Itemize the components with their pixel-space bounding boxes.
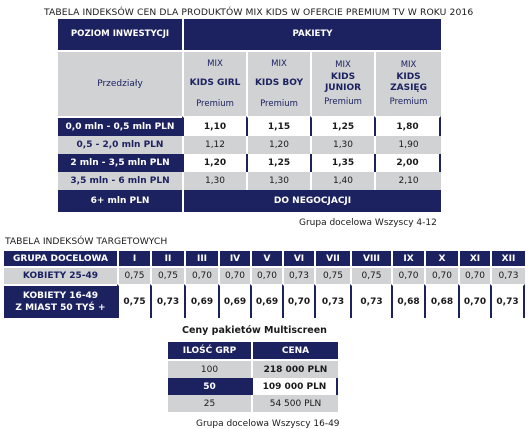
grp-value: 25 [168, 395, 251, 412]
range-label: 0,5 - 2,0 mln PLN [58, 136, 182, 154]
target-index-table [4, 251, 525, 318]
index-value: 0,75 [117, 266, 150, 284]
table-row [168, 378, 338, 395]
target-group-label: KOBIETY 16-49 Z MIAST 50 TYŚ + [4, 284, 117, 318]
index-value: 1,80 [374, 116, 441, 136]
index-value: 0,73 [490, 266, 525, 284]
index-value: 0,70 [458, 284, 490, 318]
index-value: 0,70 [218, 266, 250, 284]
table1-title: TABELA INDEKSÓW CEN DLA PRODUKTÓW MIX KIDS W OFERCIE PREMIUM TV W ROKU 2016 [44, 7, 474, 18]
header-grp-count: ILOŚĆ GRP [168, 342, 251, 359]
index-value: 1,12 [182, 136, 246, 154]
table-row [58, 116, 441, 136]
index-value: 0,70 [282, 284, 314, 318]
index-value: 1,20 [246, 136, 310, 154]
index-value: 0,73 [490, 284, 525, 318]
package-header [182, 50, 246, 116]
target-group-label: KOBIETY 25-49 [4, 266, 117, 284]
index-value: 1,35 [310, 154, 374, 172]
index-value: 0,73 [350, 284, 391, 318]
index-value: 1,30 [246, 172, 310, 190]
table-row [58, 190, 441, 212]
month-header: VI [282, 251, 314, 266]
index-value: 2,10 [374, 172, 441, 190]
header-packages: PAKIETY [182, 19, 441, 50]
index-value: 0,69 [218, 284, 250, 318]
month-header: I [117, 251, 150, 266]
month-header: II [150, 251, 184, 266]
index-value: 1,10 [182, 116, 246, 136]
index-value: 1,15 [246, 116, 310, 136]
subheader-ranges: Przedziały [58, 50, 182, 116]
table-row [168, 359, 338, 378]
index-value: 0,75 [314, 266, 350, 284]
grp-value: 100 [168, 359, 251, 378]
package-premium-label: Premium [260, 98, 298, 109]
package-header [310, 50, 374, 116]
month-header: III [184, 251, 218, 266]
negotiation-value: DO NEGOCJACJI [182, 190, 441, 212]
package-name: KIDS GIRL [189, 77, 241, 88]
header-price: CENA [251, 342, 338, 359]
package-name: KIDS BOY [254, 77, 304, 88]
month-header: XI [458, 251, 490, 266]
range-label: 2 mln - 3,5 mln PLN [58, 154, 182, 172]
index-value: 1,30 [310, 136, 374, 154]
header-investment-level: POZIOM INWESTYCJI [58, 19, 182, 50]
package-header [246, 50, 310, 116]
index-value: 0,70 [458, 266, 490, 284]
index-value: 0,70 [424, 266, 458, 284]
month-header: X [424, 251, 458, 266]
price-value: 218 000 PLN [251, 359, 338, 378]
index-value: 0,69 [184, 284, 218, 318]
package-name-line2: JUNIOR [324, 83, 362, 93]
index-value: 1,90 [374, 136, 441, 154]
index-value: 0,68 [391, 284, 424, 318]
index-value: 0,70 [184, 266, 218, 284]
table-row [168, 395, 338, 412]
table3-note: Grupa docelowa Wszyscy 16-49 [196, 419, 340, 429]
index-value: 0,68 [424, 284, 458, 318]
month-header: XII [490, 251, 525, 266]
package-header [374, 50, 441, 116]
package-mix-label: MIX [207, 58, 223, 69]
package-mix-label: MIX [400, 60, 417, 70]
price-value: 109 000 PLN [251, 378, 338, 395]
index-value: 0,70 [250, 266, 282, 284]
package-name-line2: ZASIĘG [390, 83, 427, 93]
table2-title: TABELA INDEKSÓW TARGETOWYCH [5, 236, 168, 247]
table1-note: Grupa docelowa Wszyscy 4-12 [299, 218, 437, 228]
index-value: 0,75 [350, 266, 391, 284]
index-value: 0,73 [150, 284, 184, 318]
index-value: 0,69 [250, 284, 282, 318]
range-label: 0,0 mln - 0,5 mln PLN [58, 116, 182, 136]
table3-title: Ceny pakietów Multiscreen [182, 325, 327, 336]
table-row [58, 172, 441, 190]
range-label: 3,5 mln - 6 mln PLN [58, 172, 182, 190]
index-value: 1,25 [246, 154, 310, 172]
multiscreen-price-table [168, 342, 338, 412]
month-header: IV [218, 251, 250, 266]
index-value: 2,00 [374, 154, 441, 172]
package-mix-label: MIX [271, 58, 287, 69]
package-premium-label: Premium [324, 97, 362, 107]
month-header: VIII [350, 251, 391, 266]
month-header: VII [314, 251, 350, 266]
table-row [4, 266, 525, 284]
package-mix-label: MIX [335, 60, 351, 70]
grp-value: 50 [168, 378, 251, 395]
index-value: 0,70 [391, 266, 424, 284]
index-value: 1,25 [310, 116, 374, 136]
price-index-table [58, 19, 441, 212]
index-value: 1,30 [182, 172, 246, 190]
month-header: V [250, 251, 282, 266]
header-target-group: GRUPA DOCELOWA [4, 251, 117, 266]
price-value: 54 500 PLN [251, 395, 338, 412]
index-value: 0,73 [282, 266, 314, 284]
index-value: 0,73 [314, 284, 350, 318]
package-name: KIDS [330, 72, 356, 82]
package-premium-label: Premium [196, 98, 234, 109]
index-value: 1,20 [182, 154, 246, 172]
index-value: 1,40 [310, 172, 374, 190]
table-row [58, 136, 441, 154]
index-value: 0,75 [150, 266, 184, 284]
table-row [58, 154, 441, 172]
index-value: 0,75 [117, 284, 150, 318]
package-name: KIDS [396, 72, 421, 82]
package-premium-label: Premium [389, 97, 428, 107]
range-label: 6+ mln PLN [58, 190, 182, 212]
month-header: IX [391, 251, 424, 266]
table-row [4, 284, 525, 318]
